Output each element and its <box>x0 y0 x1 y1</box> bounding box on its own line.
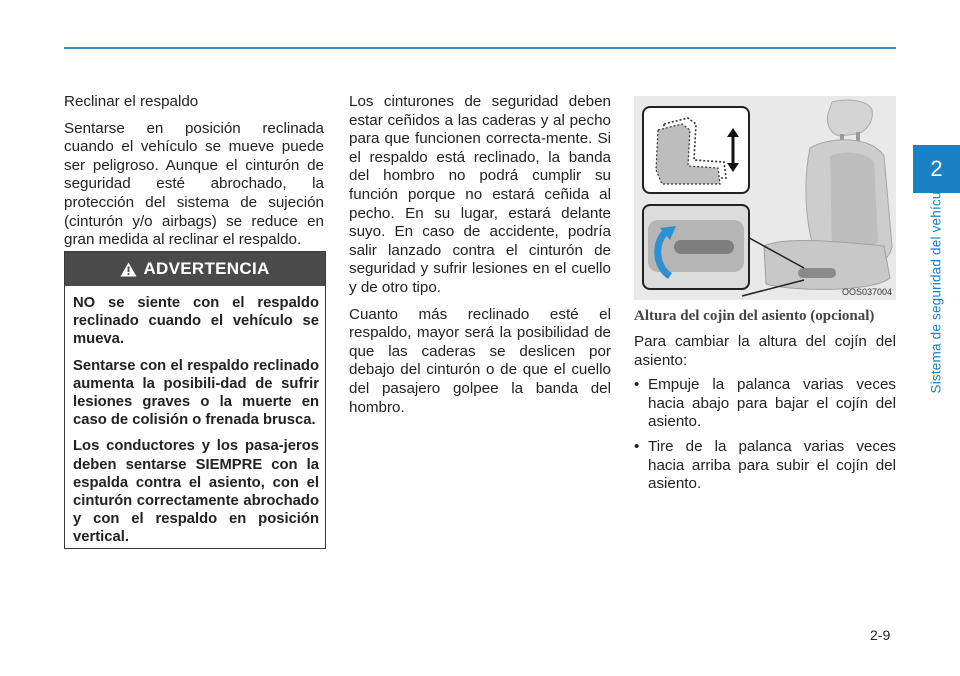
middle-column <box>349 93 611 425</box>
warning-paragraph: Sentarse con el respaldo reclinado aumenta la posibili-dad de sufrir lesiones graves o la muerte en caso de colisión o frenada brusca. <box>73 357 319 429</box>
body-paragraph: Para cambiar la altura del cojín del asiento: <box>634 333 896 369</box>
warning-body <box>65 286 325 547</box>
list-item: • Tire de la palanca varias veces hacia arriba para subir el cojín del asiento. <box>634 438 896 494</box>
chapter-tab: 2 <box>913 145 960 193</box>
warning-title: ADVERTENCIA <box>143 259 270 278</box>
up-down-arrow-icon <box>726 128 740 172</box>
page-number: 2-9 <box>870 627 891 643</box>
list-item: • Empuje la palanca varias veces hacia abajo para bajar el cojín del asiento. <box>634 376 896 432</box>
warning-triangle-icon <box>120 262 137 277</box>
warning-paragraph: NO se siente con el respaldo reclinado cuando el vehículo se mueva. <box>73 295 319 348</box>
right-column <box>634 300 896 500</box>
warning-box <box>64 251 326 549</box>
lever-rotate-icon <box>644 206 748 288</box>
subsection-heading: Altura del cojin del asiento (opcional) <box>634 308 875 324</box>
inset-lever-detail <box>642 204 750 290</box>
header-rule <box>64 47 896 49</box>
warning-paragraph: Los conductores y los pasa-jeros deben sentarse SIEMPRE con la espalda contra el asiento, con el cinturón correctamente abrochado y con el respaldo en posición vertical. <box>73 438 319 546</box>
inset-seat-diagram <box>642 106 750 194</box>
warning-header <box>65 252 325 286</box>
seat-illustration <box>634 96 896 300</box>
section-heading: Reclinar el respaldo <box>64 93 199 110</box>
figure-caption: OOS037004 <box>841 287 892 297</box>
body-paragraph: Cuanto más reclinado esté el respaldo, mayor será la posibilidad de que las caderas se deslicen por debajo del cinturón o de que el cuello del pasajero golpee la banda del hombro. <box>349 305 611 416</box>
left-column <box>64 93 324 258</box>
instruction-list <box>634 376 896 494</box>
chapter-title: Sistema de seguridad del vehículo <box>928 180 944 394</box>
body-paragraph: Sentarse en posición reclinada cuando el vehículo se mueve puede ser peligroso. Aunque el cinturón de seguridad esté abrochado, la protección del sistema de sujeción (cinturón y/o airbags) se reduce en gran medida al reclinar el respaldo. <box>64 119 324 249</box>
body-paragraph: Los cinturones de seguridad deben estar ceñidos a las caderas y al pecho para que funcionen correcta-mente. Si el respaldo está reclinado, la banda del hombro no podrá cumplir su función porque no estará ceñida al pecho. En su lugar, estará delante suyo. En caso de accidente, podría salir lanzado contra el cinturón de seguridad y sufrir lesiones en el cuello y de otro tipo. <box>349 93 611 296</box>
